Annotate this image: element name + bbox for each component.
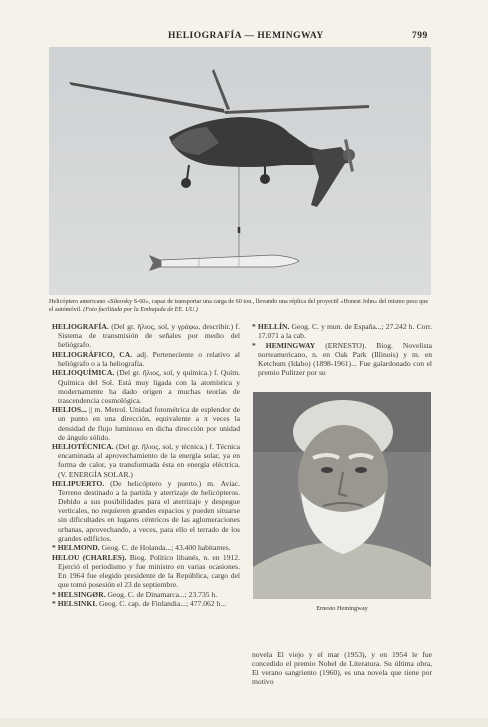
running-head [0,31,488,45]
page-number: 799 [412,31,428,41]
entry-helsinki: * HELSINKI. Geog. C. cap. de Finlandia...; 477.062 h... [52,599,227,609]
helicopter-photo [49,47,431,295]
entry-hemingway: * HEMINGWAY (ERNESTO). Biog. Novelista norteamericano, n. en Oak Park (Illinois) y m. en Ketchum (Idaho) (1898-1961)... Fue galardonado con el premio Pulitzer por su [252,340,432,377]
running-title: HELIOGRAFÍA — HEMINGWAY [168,31,324,41]
entry-helmond: * HELMOND. Geog. C. de Holanda...; 43.400 habitantes. [52,543,231,553]
entry-hellin: * HELLÍN. Geog. C. y mun. de España...; 27.242 h. Corr. 17.071 a la cab. [252,322,432,341]
page-bottom-edge [0,718,488,727]
entry-heliotecnica: HELIOTÉCNICA. (Del gr. ἥλιος, sol, y técnica.) f. Técnica encaminada al aprovechamiento de la energía solar, ya en forma de calor, ya transformada ésta en energía eléctrica. (V. ENERGÍA SOLAR.) [52,442,240,479]
portrait-caption: Ernesto Hemingway [316,605,368,612]
entry-heliografico: HELIOGRÁFICO, CA. adj. Perteneciente o relativo al heliógrafo o a la heliografía. [52,349,240,368]
caption-text: Helicóptero americano «Sikorsky S-60», capaz de transportar una carga de 60 ton., llevando una réplica del proyectil «Honest John» del mismo peso que el autómóvil. [49,298,429,313]
portrait-illustration [253,392,431,599]
right-column-top [252,322,432,378]
entry-helipuerto: HELIPUERTO. (De helicóptero y puerto.) m. Aviac. Terreno destinado a la partida y aterrizaje de helicópteros. Debido a sus posibilidades para el aterrizaje y despegue verticales, no requieren grandes espacios y pueden situarse sin dificultades en lugares céntricos de las aglomeraciones urbanas, aprovechando, a veces, para ello el terrado de los grandes edificios. [52,479,240,543]
entry-helou: HELOU (CHARLES). Biog. Político libanés, n. en 1912. Ejerció el periodismo y fue ministro en varias ocasiones. En 1964 fue elegido presidente de la República, cargo del que tomó posesión el 23 de septiembre. [52,552,240,590]
entry-heliografia: HELIOGRAFÍA. (Del gr. ἥλιος, sol, y γράφω, describir.) f. Sistema de transmisión de señales por medio del heliógrafo. [52,322,240,350]
entry-helios: HELIOS... || m. Metrol. Unidad fotométrica de esplendor de un punto en una dirección, equivalente a π veces la densidad de flujo luminoso en dicha dirección por unidad de ángulo sólido. [52,405,240,442]
helicopter-illustration [49,47,431,295]
helicopter-photo-caption [49,298,431,314]
entry-helsingor: * HELSINGØR. Geog. C. de Dinamarca...; 23.735 h. [52,589,218,599]
caption-credit: (Foto facilitada por la Embajada de EE. UU.) [83,306,198,313]
hemingway-portrait [253,392,431,599]
entry-helioquimica: HELIOQUÍMICA. (Del gr. ἥλιος, sol, y química.) f. Quím. Química del Sol. Está muy ligada con la atomística y modernamente ha dado origen a muchas teorías de trascendencia cosmológica. [52,368,240,405]
left-column [52,322,240,609]
right-column-bottom: novela El viejo y el mar (1953), y en 1954 le fue concedido el premio Nobel de Literatura. Su última obra, El verano sangriento (1960), es una novela que tiene por motivo [252,650,432,687]
